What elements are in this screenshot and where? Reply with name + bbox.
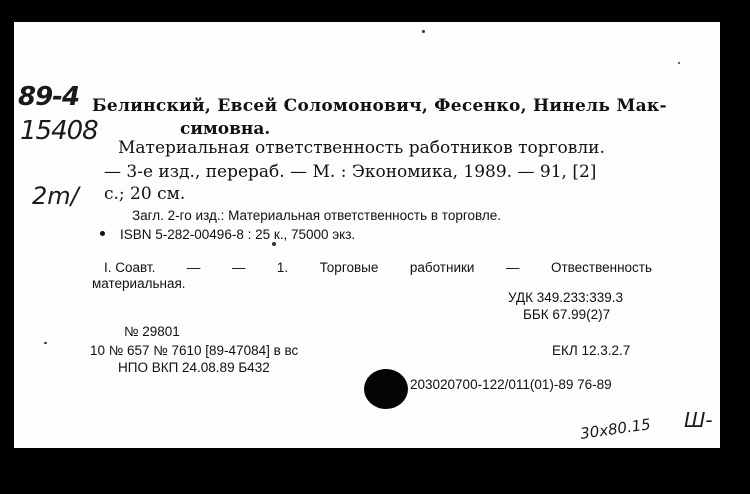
subject-word: Отвественность	[550, 260, 652, 275]
handwritten-code-top: 89-4	[18, 82, 80, 112]
isbn-line: ISBN 5-282-00496-8 : 25 к., 75000 экз.	[120, 227, 356, 242]
book-title: Материальная ответственность работников торговли.	[118, 138, 605, 158]
authors-line-2: симовна.	[180, 119, 271, 139]
subject-word: 1.	[276, 260, 289, 275]
handwritten-bottom-note: 30x80.15	[579, 415, 652, 443]
handwritten-margin-note: 2m/	[32, 182, 79, 210]
handwritten-code-bottom: 15408	[20, 116, 98, 146]
catalog-card	[14, 22, 720, 448]
bullet-dot	[100, 231, 105, 236]
subject-line-cont: материальная.	[92, 276, 186, 291]
speck	[422, 30, 425, 33]
speck	[44, 342, 47, 344]
ekl-code: ЕКЛ 12.3.2.7	[552, 343, 631, 358]
bbk-code: ББК 67.99(2)7	[523, 307, 611, 322]
subject-word: I. Соавт.	[104, 260, 156, 275]
catalog-code: 203020700-122/011(01)-89 76-89	[410, 377, 612, 392]
subject-word: Торговые	[319, 260, 379, 275]
handwritten-bottom-right: Ш-	[684, 408, 713, 432]
tech-line: 10 № 657 № 7610 [89-47084] в вс	[90, 343, 299, 358]
subject-word: работники	[409, 260, 475, 275]
speck	[678, 62, 680, 64]
authors-line-1: Белинский, Евсей Соломонович, Фесенко, Нинель Мак-	[92, 96, 667, 116]
punch-hole	[364, 369, 408, 409]
subject-word: —	[505, 260, 520, 275]
subject-word: —	[186, 260, 201, 275]
subject-word: —	[231, 260, 246, 275]
npo-line: НПО ВКП 24.08.89 Б432	[118, 360, 270, 375]
udk-code: УДК 349.233:339.3	[508, 290, 624, 305]
pages-line: с.; 20 см.	[104, 184, 186, 204]
subject-line	[104, 260, 652, 275]
record-number: № 29801	[124, 324, 180, 339]
edition-line: — 3-е изд., перераб. — М. : Экономика, 1989. — 91, [2]	[104, 162, 597, 182]
original-title-note: Загл. 2-го изд.: Материальная ответственность в торговле.	[132, 208, 501, 223]
speck	[272, 242, 276, 246]
